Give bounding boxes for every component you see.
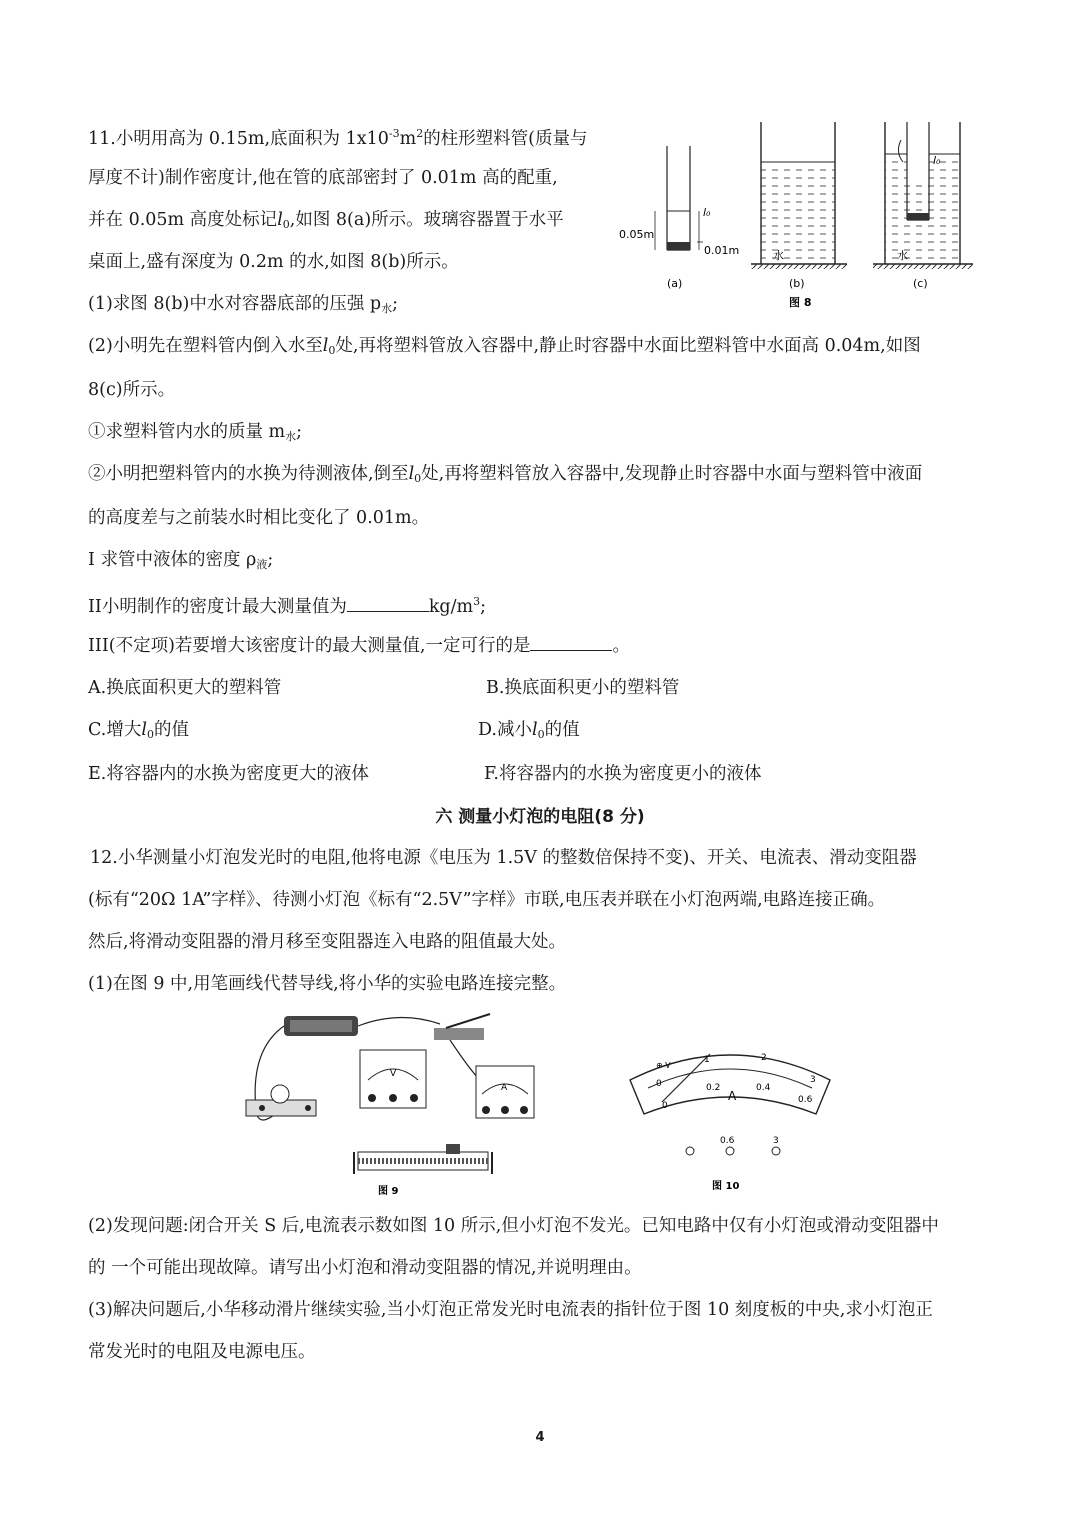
wire bbox=[358, 1017, 440, 1026]
bulb-icon bbox=[246, 1085, 316, 1116]
answer-blank-choice[interactable] bbox=[530, 632, 612, 651]
tick-top-0: 0 bbox=[656, 1079, 662, 1089]
q11-part-2-line-1: (2)小明先在塑料管内倒入水至$l_0$处,再将塑料管放入容器中,静止时容器中水面比塑料管中水面高 0.04m,如图 bbox=[88, 336, 921, 357]
terminal-neg bbox=[686, 1147, 694, 1155]
q11-part-2-sub-2-line-2: 的高度差与之前装水时相比变化了 0.01m。 bbox=[88, 508, 430, 528]
tick-bottom-06: 0.6 bbox=[798, 1095, 813, 1105]
terminal-0-6 bbox=[726, 1147, 734, 1155]
option-a: A.换底面积更大的塑料管 bbox=[88, 678, 282, 698]
tick-bottom-04: 0.4 bbox=[756, 1083, 771, 1093]
tick-top-2: 2 bbox=[761, 1053, 767, 1063]
figure-8-caption: 图 8 bbox=[789, 296, 812, 309]
q12-line-2: (标有“20Ω 1A”字样》、待测小灯泡《标有“2.5V”字样》市联,电压表并联在小灯泡两端,电路连接正确。 bbox=[88, 890, 886, 910]
figure-8 bbox=[615, 118, 995, 313]
q12-part-2-line-1: (2)发现问题:闭合开关 S 后,电流表示数如图 10 所示,但小灯泡不发光。已知电路中仅有小灯泡或滑动变阻器中 bbox=[88, 1216, 939, 1236]
figure-9 bbox=[240, 1010, 540, 1200]
q11-part-2-line-2: 8(c)所示。 bbox=[88, 380, 176, 400]
switch-icon bbox=[434, 1014, 490, 1040]
ammeter-icon bbox=[476, 1066, 534, 1118]
q11-part-2-sub-2-line-1: ②小明把塑料管内的水换为待测液体,倒至$l_0$处,再将塑料管放入容器中,发现静止时容器中水面与塑料管中液面 bbox=[88, 464, 923, 485]
caption-a: (a) bbox=[667, 277, 683, 290]
rheostat-icon bbox=[354, 1144, 492, 1174]
battery-icon bbox=[284, 1016, 358, 1036]
corner-mark: ⊕-V bbox=[656, 1061, 671, 1070]
q11-intro-line-2: 厚度不计)制作密度计,他在管的底部密封了 0.01m 高的配重, bbox=[88, 168, 558, 188]
water-label-c: 水 bbox=[897, 249, 908, 262]
q11-intro-line-3: 并在 0.05m 高度处标记$l_0$,如图 8(a)所示。玻璃容器置于水平 bbox=[88, 210, 564, 231]
unit-label: A bbox=[728, 1089, 737, 1103]
caption-b: (b) bbox=[789, 277, 805, 290]
terminal-3 bbox=[772, 1147, 780, 1155]
answer-blank-max-density[interactable] bbox=[347, 593, 429, 612]
q12-part-2-line-2: 的 一个可能出现故障。请写出小灯泡和滑动变阻器的情况,并说明理由。 bbox=[88, 1258, 642, 1278]
label-l0-a: l₀ bbox=[703, 206, 711, 219]
svg-text:A: A bbox=[501, 1083, 508, 1093]
q12-part-3-line-2: 常发光时的电阻及电源电压。 bbox=[88, 1342, 316, 1362]
voltmeter-icon bbox=[360, 1050, 426, 1108]
tick-top-3: 3 bbox=[810, 1075, 816, 1085]
q12-line-3: 然后,将滑动变阻器的滑月移至变阻器连入电路的阻值最大处。 bbox=[88, 932, 567, 952]
q11-roman-2: II小明制作的密度计最大测量值为 $kg/m^3$; bbox=[88, 595, 487, 617]
option-f: F.将容器内的水换为密度更小的液体 bbox=[484, 764, 762, 784]
tick-bottom-0: 0 bbox=[662, 1101, 668, 1111]
option-d: D.减小$l_0$的值 bbox=[478, 720, 580, 741]
q11-intro-line-1: 11.小明用高为 0.15m,底面积为 $1x10^{-3}m^2$的柱形塑料管(质量与 bbox=[88, 127, 588, 149]
water-label-b: 水 bbox=[773, 249, 784, 262]
q11-roman-3: III(不定项)若要增大该密度计的最大测量值,一定可行的是 。 bbox=[88, 632, 630, 658]
terminal-0-6-label: 0.6 bbox=[720, 1136, 735, 1146]
q11-intro-line-4: 桌面上,盛有深度为 0.2m 的水,如图 8(b)所示。 bbox=[88, 252, 459, 272]
label-0-05m: 0.05m bbox=[619, 228, 655, 241]
q12-line-1: 12.小华测量小灯泡发光时的电阻,他将电源《电压为 1.5V 的整数倍保持不变)、开关、电流表、滑动变阻器 bbox=[90, 848, 917, 868]
caption-c: (c) bbox=[913, 277, 928, 290]
option-b: B.换底面积更小的塑料管 bbox=[486, 678, 680, 698]
figure-10-caption: 图 10 bbox=[712, 1181, 740, 1192]
q11-part-1: (1)求图 8(b)中水对容器底部的压强 $p_水$; bbox=[88, 294, 399, 315]
terminal-3-label: 3 bbox=[773, 1136, 779, 1146]
label-l0-c: l₀ bbox=[933, 154, 941, 167]
q12-part-1: (1)在图 9 中,用笔画线代替导线,将小华的实验电路连接完整。 bbox=[88, 974, 567, 994]
figure-8b-container bbox=[751, 122, 847, 269]
q12-part-3-line-1: (3)解决问题后,小华移动滑片继续实验,当小灯泡正常发光时电流表的指针位于图 10 刻度板的中央,求小灯泡正 bbox=[88, 1300, 933, 1320]
figure-9-caption: 图 9 bbox=[378, 1186, 399, 1197]
tick-bottom-02: 0.2 bbox=[706, 1083, 721, 1093]
figure-8c-container bbox=[873, 122, 973, 269]
option-e: E.将容器内的水换为密度更大的液体 bbox=[88, 764, 369, 784]
figure-8a-tube bbox=[655, 146, 703, 250]
svg-text:V: V bbox=[390, 1069, 397, 1079]
tick-top-1: 1 bbox=[704, 1055, 710, 1065]
section-6-title: 六 测量小灯泡的电阻(8 分) bbox=[435, 807, 645, 827]
page-number: 4 bbox=[535, 1430, 545, 1445]
q11-part-2-sub-1: ①求塑料管内水的质量 $m_水$; bbox=[88, 422, 303, 443]
label-0-01m: 0.01m bbox=[704, 244, 740, 257]
figure-10 bbox=[620, 1010, 840, 1200]
q11-roman-1: I 求管中液体的密度 $\rho_液$; bbox=[88, 550, 274, 571]
option-c: C.增大$l_0$的值 bbox=[88, 720, 189, 741]
